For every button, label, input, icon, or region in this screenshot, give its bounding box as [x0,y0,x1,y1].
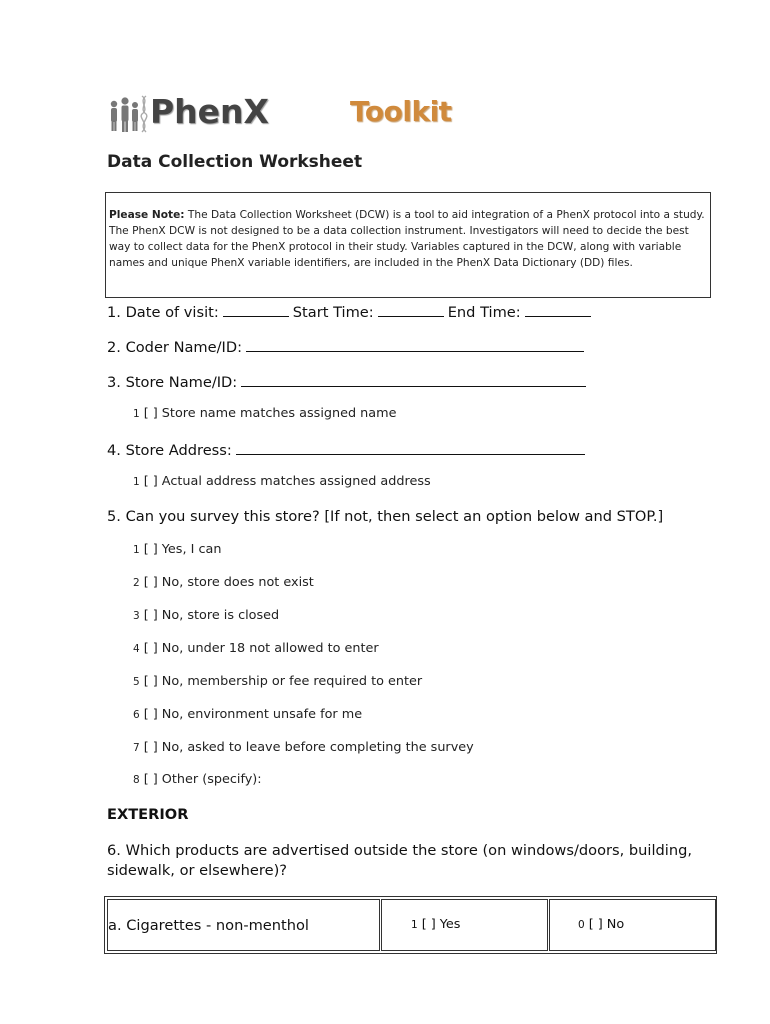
toolkit-wordmark: Toolkit [350,95,452,128]
option-code: 3 [133,610,140,622]
option-code: 2 [133,577,140,589]
q4-option-1[interactable] [133,474,431,489]
question-1 [107,302,595,321]
store-name-field[interactable] [241,372,586,387]
option-code: 0 [578,919,585,931]
option-text: [ ] No, store does not exist [143,575,314,590]
start-time-field[interactable] [378,302,444,317]
q6-no-option[interactable] [549,899,716,951]
question-2 [107,337,588,356]
option-text: [ ] Actual address matches assigned address [143,474,431,489]
store-address-field[interactable] [236,440,585,455]
option-code: 5 [133,676,140,688]
note-label: Please Note: [109,209,185,221]
option-text: [ ] No [588,917,625,932]
date-of-visit-label: 1. Date of visit: [107,304,219,321]
q6-yes-option[interactable] [381,899,548,951]
q5-option-6[interactable] [133,707,362,722]
section-heading: EXTERIOR [107,806,189,823]
option-text: [ ] No, environment unsafe for me [143,707,363,722]
option-code: 4 [133,643,140,655]
option-text: [ ] Other (specify): [143,772,262,787]
option-code: 1 [411,919,418,931]
phenx-toolkit-logo [106,88,466,136]
option-text: [ ] Yes [421,917,461,932]
option-text: [ ] Store name matches assigned name [143,406,397,421]
store-name-label: 3. Store Name/ID: [107,374,238,391]
q5-option-3[interactable] [133,608,279,623]
q5-option-5[interactable] [133,674,422,689]
option-text: [ ] No, membership or fee required to enter [143,674,423,689]
q5-option-4[interactable] [133,641,379,656]
option-text: [ ] No, asked to leave before completing the survey [143,740,474,755]
store-address-label: 4. Store Address: [107,442,232,459]
option-code: 1 [133,408,140,420]
question-5: 5. Can you survey this store? [If not, then select an option below and STOP.] [107,508,664,525]
q5-option-2[interactable] [133,575,314,590]
q3-option-1[interactable] [133,406,396,421]
phenx-wordmark: PhenX [150,92,269,131]
q6-table [104,896,717,954]
people-dna-icon [106,92,150,136]
note-box [105,192,711,298]
option-text: [ ] No, store is closed [143,608,280,623]
option-code: 1 [133,544,140,556]
question-6: 6. Which products are advertised outside the store (on windows/doors, building, sidewalk, or elsewhere)? [107,842,692,879]
option-code: 6 [133,709,140,721]
note-text: The Data Collection Worksheet (DCW) is a tool to aid integration of a PhenX protocol into a study. The PhenX DCW is not designed to be a data collection instrument. Investigators will need to decide the best way to collect data for the PhenX protocol in their study. Variables captured in the DCW, along with variable names and unique PhenX variable identifiers, are included in the PhenX Data Dictionary (DD) files. [109,209,705,269]
coder-name-label: 2. Coder Name/ID: [107,339,242,356]
date-of-visit-field[interactable] [223,302,289,317]
end-time-field[interactable] [525,302,591,317]
question-4 [107,440,589,459]
q6-row-label: a. Cigarettes - non-menthol [107,899,380,951]
coder-name-field[interactable] [246,337,584,352]
q5-option-8[interactable] [133,772,262,787]
option-text: [ ] Yes, I can [143,542,222,557]
option-code: 8 [133,774,140,786]
start-time-label: Start Time: [292,304,374,321]
option-code: 1 [133,476,140,488]
option-text: [ ] No, under 18 not allowed to enter [143,641,379,656]
option-code: 7 [133,742,140,754]
page-title: Data Collection Worksheet [107,152,363,172]
question-3 [107,372,590,391]
q5-option-7[interactable] [133,740,474,755]
end-time-label: End Time: [447,304,521,321]
q5-option-1[interactable] [133,542,221,557]
